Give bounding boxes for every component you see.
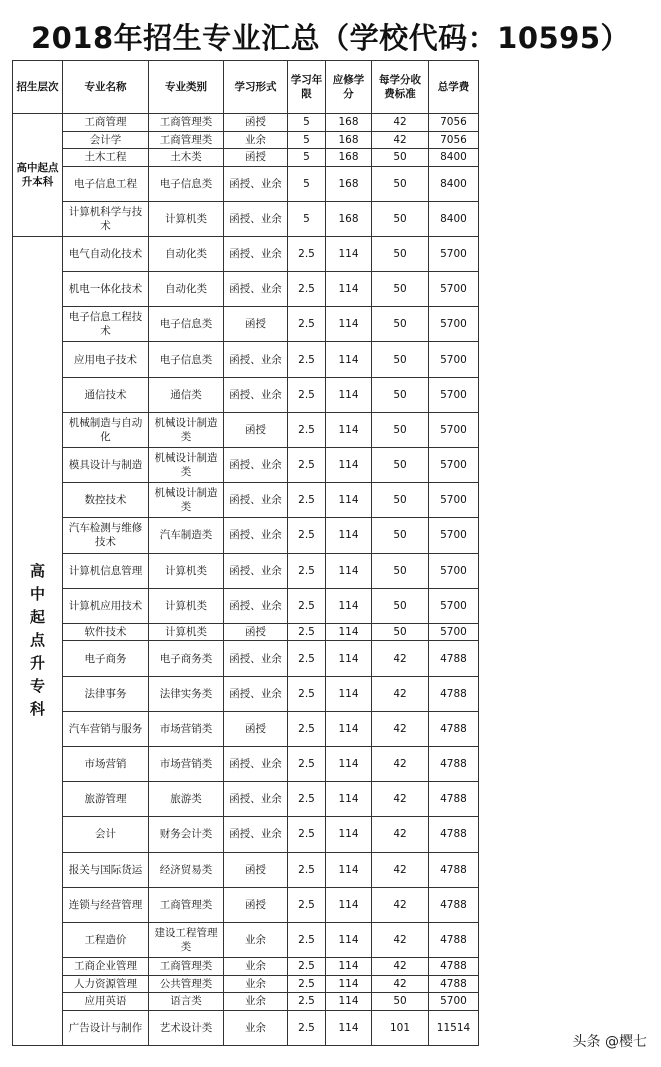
- header-total-tuition: 总学费: [429, 61, 479, 114]
- credits-cell: 168: [326, 166, 372, 201]
- major-category-cell: 计算机类: [149, 588, 224, 623]
- total-tuition-cell: 5700: [429, 623, 479, 641]
- major-category-cell: 工商管理类: [149, 887, 224, 922]
- fee-per-credit-cell: 50: [372, 149, 429, 167]
- fee-per-credit-cell: 42: [372, 922, 429, 957]
- major-category-cell: 公共管理类: [149, 975, 224, 993]
- total-tuition-cell: 5700: [429, 377, 479, 412]
- table-row: [13, 412, 479, 447]
- total-tuition-cell: 4788: [429, 782, 479, 817]
- fee-per-credit-cell: 42: [372, 114, 429, 132]
- study-mode-cell: 函授、业余: [224, 553, 288, 588]
- table-row: [13, 236, 479, 271]
- table-row: [13, 747, 479, 782]
- major-category-cell: 汽车制造类: [149, 518, 224, 553]
- study-years-cell: 2.5: [288, 711, 326, 746]
- major-category-cell: 建设工程管理类: [149, 922, 224, 957]
- study-years-cell: 2.5: [288, 307, 326, 342]
- table-row: [13, 852, 479, 887]
- major-name-cell: 应用电子技术: [63, 342, 149, 377]
- study-mode-cell: 函授、业余: [224, 641, 288, 676]
- study-years-cell: 2.5: [288, 518, 326, 553]
- major-name-cell: 数控技术: [63, 483, 149, 518]
- total-tuition-cell: 4788: [429, 676, 479, 711]
- credits-cell: 168: [326, 149, 372, 167]
- table-row: [13, 887, 479, 922]
- credits-cell: 114: [326, 483, 372, 518]
- fee-per-credit-cell: 50: [372, 412, 429, 447]
- major-name-cell: 汽车检测与维修技术: [63, 518, 149, 553]
- major-category-cell: 通信类: [149, 377, 224, 412]
- study-years-cell: 2.5: [288, 236, 326, 271]
- fee-per-credit-cell: 42: [372, 641, 429, 676]
- study-mode-cell: 函授、业余: [224, 201, 288, 236]
- fee-per-credit-cell: 42: [372, 747, 429, 782]
- table-row: [13, 518, 479, 553]
- study-mode-cell: 函授: [224, 711, 288, 746]
- header-fee-per-credit: 每学分收费标准: [372, 61, 429, 114]
- major-name-cell: 报关与国际货运: [63, 852, 149, 887]
- credits-cell: 114: [326, 922, 372, 957]
- major-name-cell: 计算机科学与技术: [63, 201, 149, 236]
- credits-cell: 114: [326, 342, 372, 377]
- major-category-cell: 工商管理类: [149, 958, 224, 976]
- major-name-cell: 电子信息工程技术: [63, 307, 149, 342]
- major-name-cell: 会计学: [63, 131, 149, 149]
- major-category-cell: 电子商务类: [149, 641, 224, 676]
- major-name-cell: 应用英语: [63, 993, 149, 1011]
- table-row: [13, 922, 479, 957]
- table-row: [13, 448, 479, 483]
- major-name-cell: 连锁与经营管理: [63, 887, 149, 922]
- total-tuition-cell: 5700: [429, 307, 479, 342]
- credits-cell: 114: [326, 676, 372, 711]
- study-mode-cell: 业余: [224, 1010, 288, 1045]
- study-years-cell: 2.5: [288, 588, 326, 623]
- credits-cell: 114: [326, 852, 372, 887]
- major-category-cell: 机械设计制造类: [149, 412, 224, 447]
- major-name-cell: 土木工程: [63, 149, 149, 167]
- level-label: 高中起点升本科: [16, 161, 59, 188]
- total-tuition-cell: 4788: [429, 958, 479, 976]
- fee-per-credit-cell: 42: [372, 711, 429, 746]
- document-title: 2018年招生专业汇总（学校代码：10595）: [30, 21, 631, 55]
- table-row: [13, 1010, 479, 1045]
- table-row: [13, 623, 479, 641]
- study-mode-cell: 函授、业余: [224, 518, 288, 553]
- study-years-cell: 2.5: [288, 448, 326, 483]
- fee-per-credit-cell: 50: [372, 307, 429, 342]
- credits-cell: 114: [326, 887, 372, 922]
- watermark: 头条 @樱七: [569, 1029, 651, 1053]
- major-name-cell: 计算机应用技术: [63, 588, 149, 623]
- study-mode-cell: 函授: [224, 149, 288, 167]
- credits-cell: 114: [326, 307, 372, 342]
- total-tuition-cell: 7056: [429, 131, 479, 149]
- credits-cell: 114: [326, 975, 372, 993]
- table-row: [13, 676, 479, 711]
- fee-per-credit-cell: 101: [372, 1010, 429, 1045]
- study-years-cell: 5: [288, 149, 326, 167]
- table-row: [13, 131, 479, 149]
- credits-cell: 114: [326, 272, 372, 307]
- header-level: 招生层次: [13, 61, 63, 114]
- study-mode-cell: 函授、业余: [224, 377, 288, 412]
- study-mode-cell: 业余: [224, 958, 288, 976]
- major-category-cell: 财务会计类: [149, 817, 224, 852]
- table-row: [13, 201, 479, 236]
- study-years-cell: 2.5: [288, 958, 326, 976]
- study-mode-cell: 函授、业余: [224, 676, 288, 711]
- major-category-cell: 电子信息类: [149, 166, 224, 201]
- major-name-cell: 软件技术: [63, 623, 149, 641]
- study-years-cell: 2.5: [288, 483, 326, 518]
- total-tuition-cell: 5700: [429, 448, 479, 483]
- credits-cell: 114: [326, 993, 372, 1011]
- major-category-cell: 自动化类: [149, 236, 224, 271]
- study-mode-cell: 业余: [224, 975, 288, 993]
- table-row: [13, 149, 479, 167]
- total-tuition-cell: 5700: [429, 236, 479, 271]
- study-years-cell: 2.5: [288, 817, 326, 852]
- major-name-cell: 广告设计与制作: [63, 1010, 149, 1045]
- major-category-cell: 计算机类: [149, 623, 224, 641]
- fee-per-credit-cell: 50: [372, 993, 429, 1011]
- table-row: [13, 993, 479, 1011]
- table-row: [13, 641, 479, 676]
- table-row: [13, 782, 479, 817]
- major-name-cell: 电子信息工程: [63, 166, 149, 201]
- credits-cell: 114: [326, 817, 372, 852]
- fee-per-credit-cell: 42: [372, 676, 429, 711]
- fee-per-credit-cell: 50: [372, 553, 429, 588]
- table-row: [13, 958, 479, 976]
- fee-per-credit-cell: 50: [372, 342, 429, 377]
- table-row: [13, 166, 479, 201]
- major-category-cell: 计算机类: [149, 553, 224, 588]
- study-mode-cell: 函授: [224, 887, 288, 922]
- credits-cell: 114: [326, 412, 372, 447]
- fee-per-credit-cell: 42: [372, 975, 429, 993]
- major-category-cell: 机械设计制造类: [149, 483, 224, 518]
- major-category-cell: 语言类: [149, 993, 224, 1011]
- study-mode-cell: 函授: [224, 623, 288, 641]
- header-major-category: 专业类别: [149, 61, 224, 114]
- study-years-cell: 2.5: [288, 553, 326, 588]
- table-row: [13, 483, 479, 518]
- total-tuition-cell: 5700: [429, 342, 479, 377]
- major-name-cell: 法律事务: [63, 676, 149, 711]
- total-tuition-cell: 4788: [429, 922, 479, 957]
- study-years-cell: 2.5: [288, 342, 326, 377]
- study-years-cell: 2.5: [288, 412, 326, 447]
- fee-per-credit-cell: 50: [372, 483, 429, 518]
- study-mode-cell: 函授、业余: [224, 817, 288, 852]
- credits-cell: 114: [326, 588, 372, 623]
- total-tuition-cell: 11514: [429, 1010, 479, 1045]
- level-cell: [13, 236, 63, 1045]
- header-study-years: 学习年限: [288, 61, 326, 114]
- major-category-cell: 经济贸易类: [149, 852, 224, 887]
- fee-per-credit-cell: 42: [372, 887, 429, 922]
- table-row: [13, 272, 479, 307]
- table-row: [13, 342, 479, 377]
- study-years-cell: 2.5: [288, 975, 326, 993]
- total-tuition-cell: 5700: [429, 553, 479, 588]
- fee-per-credit-cell: 50: [372, 518, 429, 553]
- header-credits: 应修学分: [326, 61, 372, 114]
- study-years-cell: 5: [288, 131, 326, 149]
- major-name-cell: 机械制造与自动化: [63, 412, 149, 447]
- total-tuition-cell: 7056: [429, 114, 479, 132]
- study-years-cell: 2.5: [288, 993, 326, 1011]
- study-years-cell: 5: [288, 114, 326, 132]
- header-major-name: 专业名称: [63, 61, 149, 114]
- level-cell: [13, 114, 63, 237]
- major-name-cell: 汽车营销与服务: [63, 711, 149, 746]
- total-tuition-cell: 5700: [429, 483, 479, 518]
- study-mode-cell: 函授、业余: [224, 236, 288, 271]
- major-name-cell: 旅游管理: [63, 782, 149, 817]
- fee-per-credit-cell: 50: [372, 448, 429, 483]
- fee-per-credit-cell: 42: [372, 131, 429, 149]
- table-row: [13, 377, 479, 412]
- major-name-cell: 工程造价: [63, 922, 149, 957]
- total-tuition-cell: 5700: [429, 588, 479, 623]
- major-category-cell: 法律实务类: [149, 676, 224, 711]
- credits-cell: 114: [326, 641, 372, 676]
- credits-cell: 114: [326, 377, 372, 412]
- total-tuition-cell: 4788: [429, 711, 479, 746]
- major-category-cell: 工商管理类: [149, 131, 224, 149]
- credits-cell: 114: [326, 782, 372, 817]
- total-tuition-cell: 5700: [429, 993, 479, 1011]
- major-name-cell: 人力资源管理: [63, 975, 149, 993]
- credits-cell: 114: [326, 711, 372, 746]
- total-tuition-cell: 8400: [429, 166, 479, 201]
- fee-per-credit-cell: 50: [372, 166, 429, 201]
- study-mode-cell: 函授、业余: [224, 588, 288, 623]
- major-category-cell: 土木类: [149, 149, 224, 167]
- level-label: 高中起点升专科: [29, 562, 45, 719]
- study-mode-cell: 函授、业余: [224, 272, 288, 307]
- study-mode-cell: 函授、业余: [224, 448, 288, 483]
- total-tuition-cell: 4788: [429, 747, 479, 782]
- study-mode-cell: 函授: [224, 307, 288, 342]
- major-name-cell: 工商管理: [63, 114, 149, 132]
- fee-per-credit-cell: 50: [372, 236, 429, 271]
- fee-per-credit-cell: 42: [372, 817, 429, 852]
- study-years-cell: 2.5: [288, 623, 326, 641]
- study-mode-cell: 函授、业余: [224, 342, 288, 377]
- study-mode-cell: 函授: [224, 852, 288, 887]
- total-tuition-cell: 5700: [429, 412, 479, 447]
- major-name-cell: 工商企业管理: [63, 958, 149, 976]
- total-tuition-cell: 4788: [429, 817, 479, 852]
- credits-cell: 114: [326, 236, 372, 271]
- total-tuition-cell: 4788: [429, 641, 479, 676]
- study-years-cell: 2.5: [288, 641, 326, 676]
- table-row: [13, 817, 479, 852]
- fee-per-credit-cell: 50: [372, 377, 429, 412]
- study-years-cell: 5: [288, 201, 326, 236]
- table-header-row: [13, 61, 479, 114]
- total-tuition-cell: 5700: [429, 518, 479, 553]
- table-row: [13, 975, 479, 993]
- fee-per-credit-cell: 42: [372, 782, 429, 817]
- study-years-cell: 5: [288, 166, 326, 201]
- study-mode-cell: 业余: [224, 131, 288, 149]
- total-tuition-cell: 8400: [429, 149, 479, 167]
- major-category-cell: 市场营销类: [149, 711, 224, 746]
- total-tuition-cell: 8400: [429, 201, 479, 236]
- credits-cell: 114: [326, 1010, 372, 1045]
- total-tuition-cell: 4788: [429, 975, 479, 993]
- major-name-cell: 电子商务: [63, 641, 149, 676]
- fee-per-credit-cell: 50: [372, 272, 429, 307]
- study-years-cell: 2.5: [288, 887, 326, 922]
- study-mode-cell: 函授: [224, 114, 288, 132]
- study-mode-cell: 函授、业余: [224, 782, 288, 817]
- study-mode-cell: 业余: [224, 922, 288, 957]
- fee-per-credit-cell: 42: [372, 958, 429, 976]
- credits-cell: 114: [326, 448, 372, 483]
- major-category-cell: 计算机类: [149, 201, 224, 236]
- major-category-cell: 机械设计制造类: [149, 448, 224, 483]
- credits-cell: 114: [326, 958, 372, 976]
- study-years-cell: 2.5: [288, 676, 326, 711]
- total-tuition-cell: 5700: [429, 272, 479, 307]
- credits-cell: 114: [326, 553, 372, 588]
- major-name-cell: 计算机信息管理: [63, 553, 149, 588]
- study-years-cell: 2.5: [288, 747, 326, 782]
- study-mode-cell: 函授: [224, 412, 288, 447]
- table-row: [13, 114, 479, 132]
- credits-cell: 114: [326, 747, 372, 782]
- major-category-cell: 艺术设计类: [149, 1010, 224, 1045]
- credits-cell: 168: [326, 201, 372, 236]
- major-category-cell: 电子信息类: [149, 342, 224, 377]
- study-years-cell: 2.5: [288, 852, 326, 887]
- major-name-cell: 会计: [63, 817, 149, 852]
- study-years-cell: 2.5: [288, 377, 326, 412]
- major-name-cell: 市场营销: [63, 747, 149, 782]
- major-category-cell: 工商管理类: [149, 114, 224, 132]
- total-tuition-cell: 4788: [429, 887, 479, 922]
- credits-cell: 168: [326, 114, 372, 132]
- study-years-cell: 2.5: [288, 272, 326, 307]
- fee-per-credit-cell: 50: [372, 201, 429, 236]
- study-mode-cell: 函授、业余: [224, 166, 288, 201]
- table-row: [13, 553, 479, 588]
- major-category-cell: 电子信息类: [149, 307, 224, 342]
- credits-cell: 114: [326, 623, 372, 641]
- major-name-cell: 电气自动化技术: [63, 236, 149, 271]
- fee-per-credit-cell: 50: [372, 623, 429, 641]
- enrollment-table: [12, 60, 479, 1046]
- major-name-cell: 机电一体化技术: [63, 272, 149, 307]
- table-row: [13, 588, 479, 623]
- major-category-cell: 自动化类: [149, 272, 224, 307]
- total-tuition-cell: 4788: [429, 852, 479, 887]
- credits-cell: 114: [326, 518, 372, 553]
- study-mode-cell: 函授、业余: [224, 483, 288, 518]
- major-category-cell: 旅游类: [149, 782, 224, 817]
- fee-per-credit-cell: 42: [372, 852, 429, 887]
- table-row: [13, 711, 479, 746]
- study-mode-cell: 业余: [224, 993, 288, 1011]
- major-category-cell: 市场营销类: [149, 747, 224, 782]
- major-name-cell: 模具设计与制造: [63, 448, 149, 483]
- fee-per-credit-cell: 50: [372, 588, 429, 623]
- study-mode-cell: 函授、业余: [224, 747, 288, 782]
- study-years-cell: 2.5: [288, 922, 326, 957]
- header-study-mode: 学习形式: [224, 61, 288, 114]
- credits-cell: 168: [326, 131, 372, 149]
- table-row: [13, 307, 479, 342]
- major-name-cell: 通信技术: [63, 377, 149, 412]
- study-years-cell: 2.5: [288, 1010, 326, 1045]
- study-years-cell: 2.5: [288, 782, 326, 817]
